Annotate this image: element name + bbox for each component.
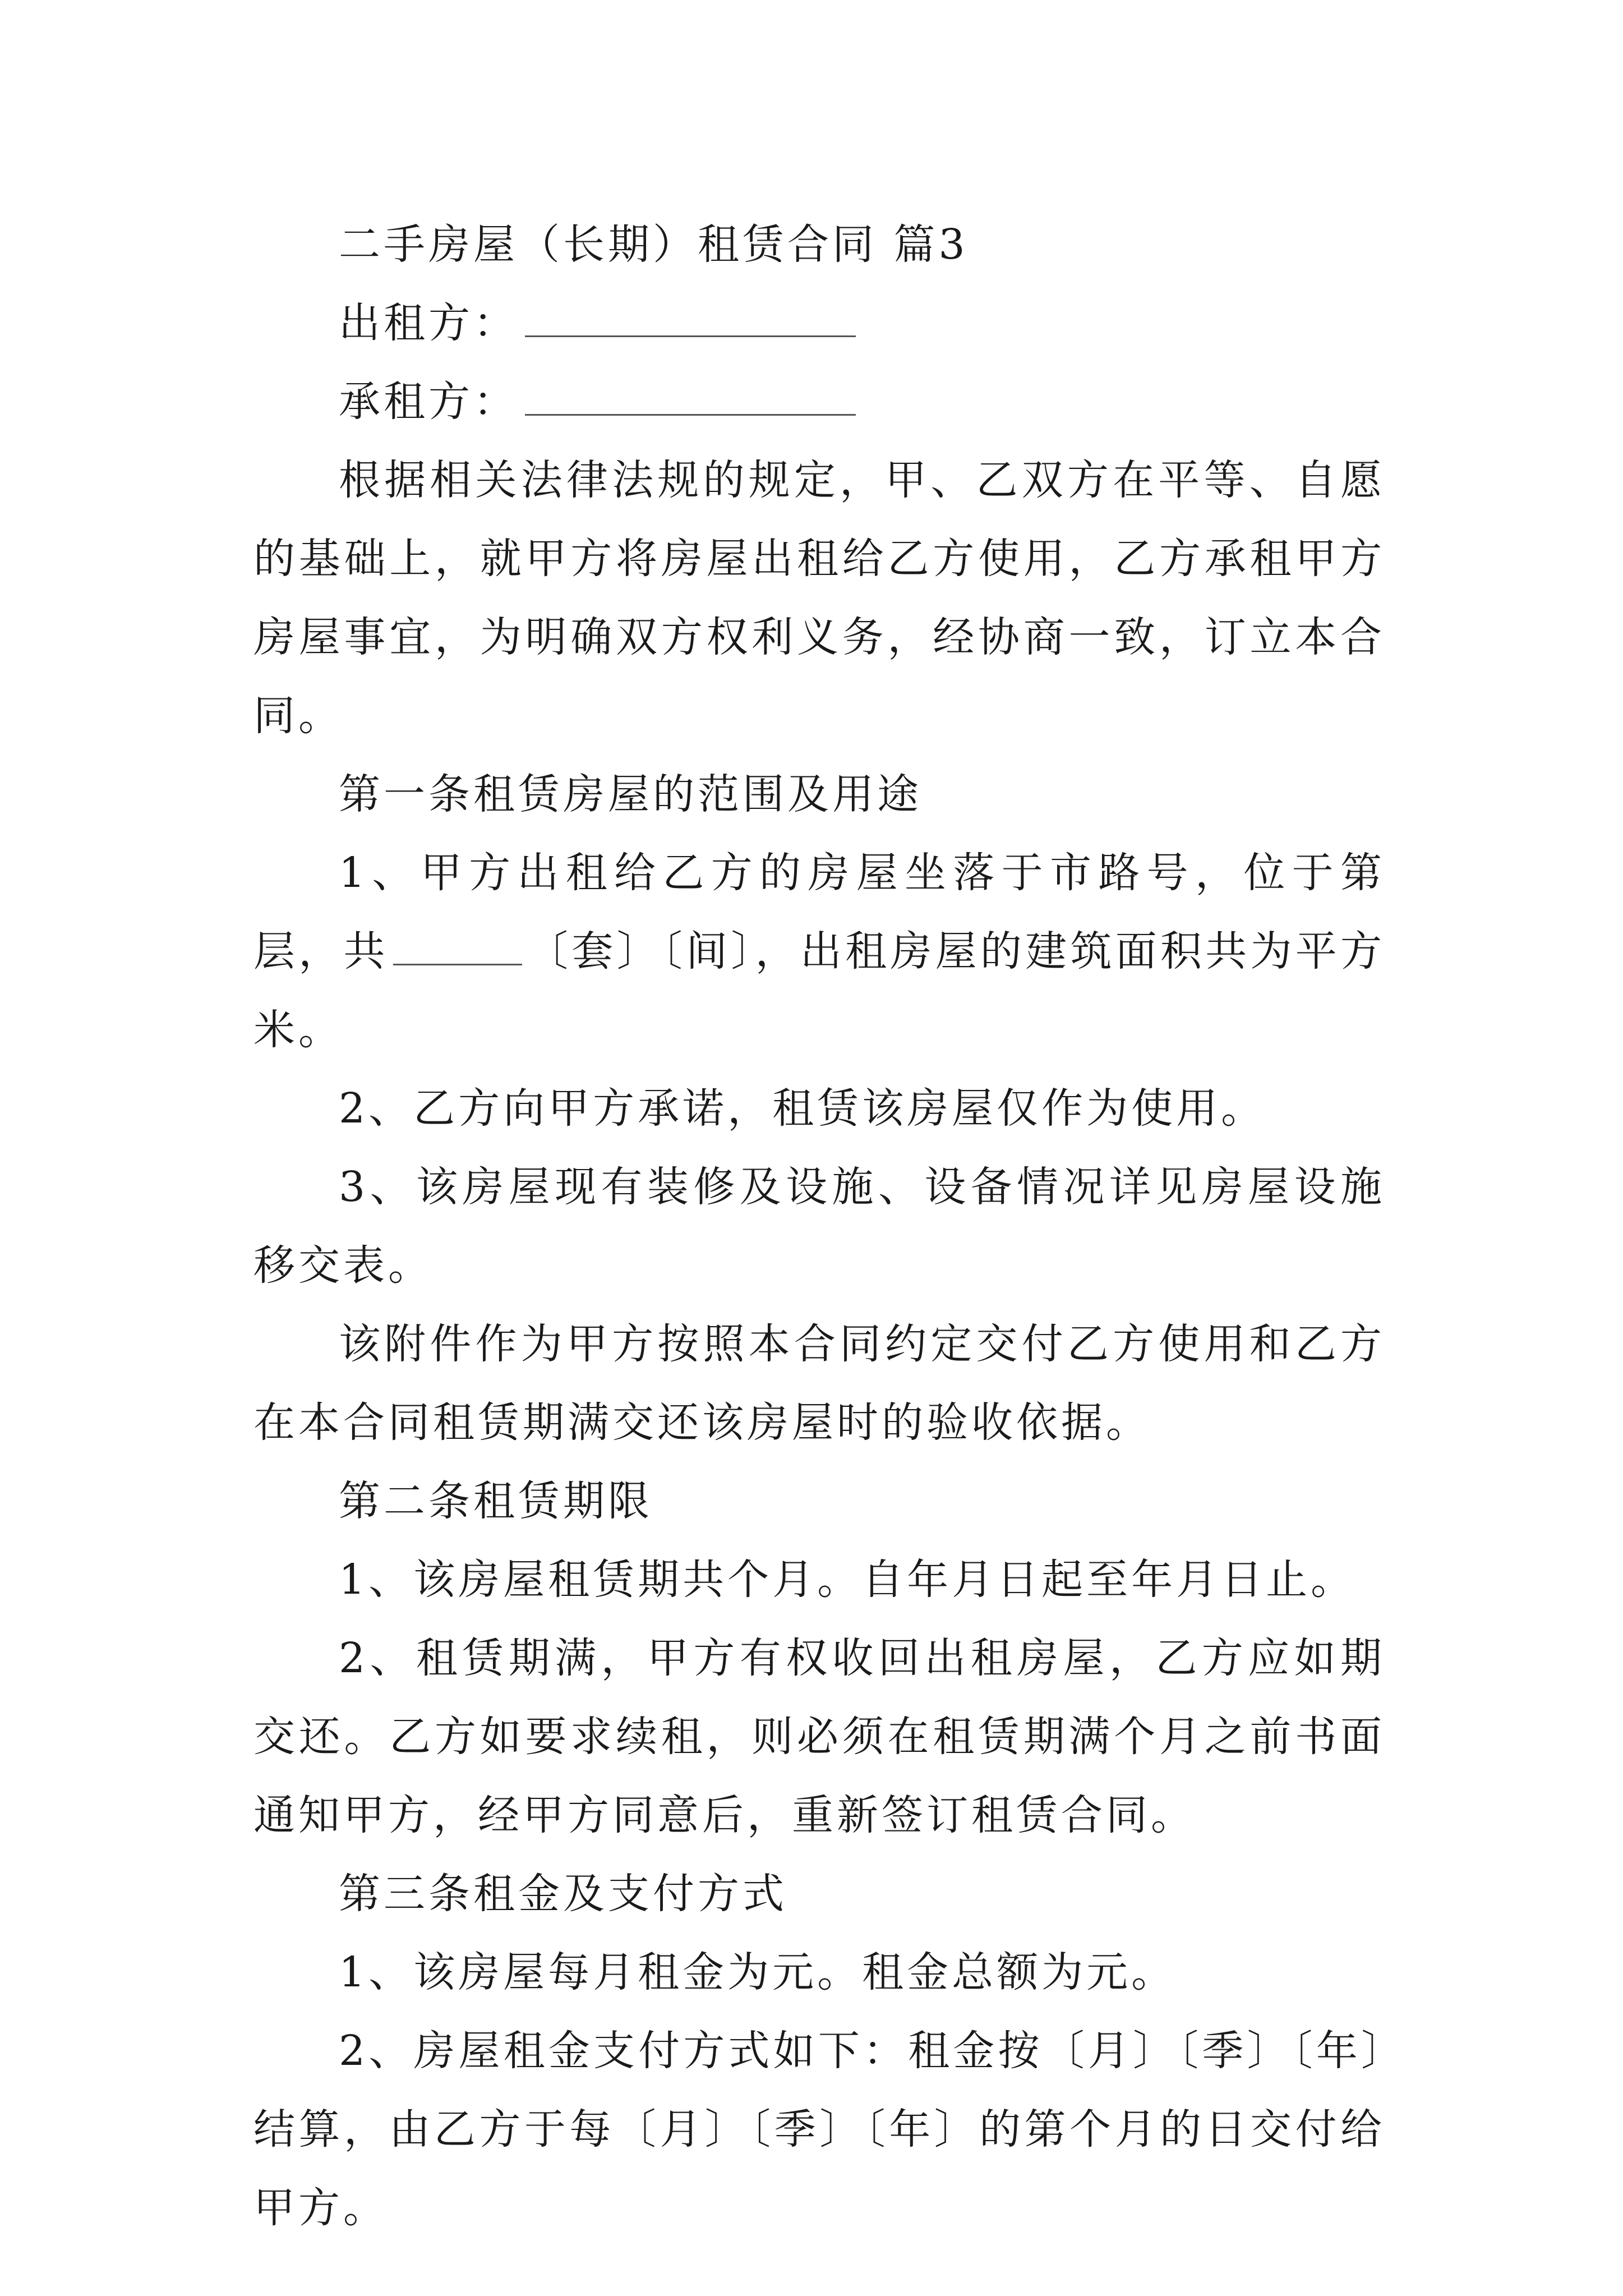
lessor-line xyxy=(253,284,1385,362)
article1-item1-part2: 〔套〕〔间〕，出租房屋的建筑面积共为平方米。 xyxy=(253,927,1386,1054)
rooms-count-blank[interactable] xyxy=(393,964,522,965)
document-title xyxy=(253,205,1385,284)
article3-heading: 第三条租金及支付方式 xyxy=(339,1870,787,1918)
lessor-blank-field[interactable] xyxy=(525,335,856,337)
attachment-note: 该附件作为甲方按照本合同约定交付乙方使用和乙方在本合同租赁期满交还该房屋时的验收依据。 xyxy=(253,1320,1385,1447)
article1-item1-part1: 1、甲方出租给乙方的房屋坐落于市路号，位于第层，共 xyxy=(253,849,1385,976)
article1-item2: 2、乙方向甲方承诺，租赁该房屋仅作为使用。 xyxy=(339,1084,1266,1133)
article2-item1: 1、该房屋租赁期共个月。自年月日起至年月日止。 xyxy=(339,1556,1356,1604)
article3-item1: 1、该房屋每月租金为元。租金总额为元。 xyxy=(339,1948,1177,1996)
preamble-paragraph: 根据相关法律法规的规定，甲、乙双方在平等、自愿的基础上，就甲方将房屋出租给乙方使用，乙方承租甲方房屋事宜，为明确双方权利义务，经协商一致，订立本合同。 xyxy=(253,456,1385,740)
article2-heading: 第二条租赁期限 xyxy=(339,1477,653,1525)
article1-item1 xyxy=(253,834,1385,1069)
lessee-line xyxy=(253,362,1385,441)
article1-item3: 3、该房屋现有装修及设施、设备情况详见房屋设施移交表。 xyxy=(253,1163,1385,1290)
article2-item2: 2、租赁期满，甲方有权收回出租房屋，乙方应如期交还。乙方如要求续租，则必须在租赁期满个月之前书面通知甲方，经甲方同意后，重新签订租赁合同。 xyxy=(253,1634,1385,1839)
title-text: 二手房屋（长期）租赁合同 篇3 xyxy=(339,220,969,269)
lessee-blank-field[interactable] xyxy=(525,414,856,416)
article1-heading: 第一条租赁房屋的范围及用途 xyxy=(339,770,922,818)
document-body xyxy=(253,205,1385,2247)
article3-item2: 2、房屋租金支付方式如下：租金按〔月〕〔季〕〔年〕结算，由乙方于每〔月〕〔季〕〔年〕的第个月的日交付给甲方。 xyxy=(253,2027,1385,2232)
lessee-label: 承租方： xyxy=(339,378,518,426)
lessor-label: 出租方： xyxy=(339,299,518,347)
